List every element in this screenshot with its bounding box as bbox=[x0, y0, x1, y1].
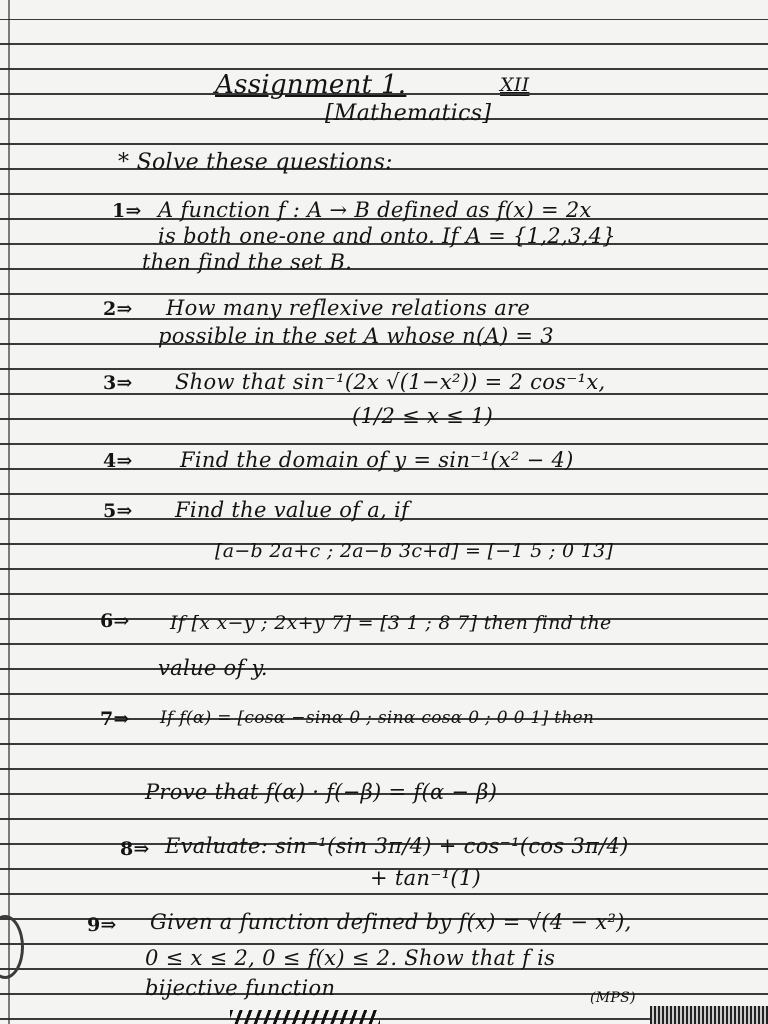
assignment-title: Assignment 1. bbox=[215, 70, 407, 100]
question-4-line-1: Find the domain of y = sin⁻¹(x² − 4) bbox=[180, 448, 574, 472]
question-9-line-1: Given a function defined by f(x) = √(4 − x²), bbox=[150, 910, 632, 934]
question-number-1: 1⇒ bbox=[112, 200, 142, 222]
binding-edge bbox=[230, 1010, 380, 1024]
question-number-5: 5⇒ bbox=[103, 500, 133, 522]
class-label: XII bbox=[500, 74, 530, 96]
question-number-7: 7⇒ bbox=[100, 708, 130, 730]
question-number-8: 8⇒ bbox=[120, 838, 150, 860]
page-edge-texture bbox=[650, 1006, 768, 1024]
question-8-line-1: Evaluate: sin⁻¹(sin 3π/4) + cos⁻¹(cos 3π/4) bbox=[165, 834, 629, 858]
question-7-line-2: Prove that f(α) · f(−β) = f(α − β) bbox=[145, 780, 498, 804]
signature: (MPS) bbox=[590, 990, 636, 1006]
question-1-line-2: is both one-one and onto. If A = {1,2,3,4} bbox=[158, 224, 616, 248]
question-9-line-2: 0 ≤ x ≤ 2, 0 ≤ f(x) ≤ 2. Show that f is bbox=[145, 946, 556, 970]
subject-label: [Mathematics] bbox=[325, 101, 492, 126]
question-6-line-2: value of y. bbox=[158, 656, 268, 680]
question-number-9: 9⇒ bbox=[87, 914, 117, 936]
question-3-line-2: (1/2 ≤ x ≤ 1) bbox=[352, 404, 494, 428]
question-7-line-1: If f(α) = [cosα −sinα 0 ; sinα cosα 0 ; 0 0 1] then bbox=[160, 708, 595, 728]
question-number-6: 6⇒ bbox=[100, 610, 130, 632]
question-6-line-1: If [x x−y ; 2x+y 7] = [3 1 ; 8 7] then find the bbox=[170, 612, 612, 634]
question-number-4: 4⇒ bbox=[103, 450, 133, 472]
question-9-line-3: bijective function bbox=[145, 976, 336, 1000]
question-1-line-1: A function f : A → B defined as f(x) = 2x bbox=[158, 198, 592, 222]
question-number-2: 2⇒ bbox=[103, 298, 133, 320]
question-8-line-2: + tan⁻¹(1) bbox=[370, 866, 482, 890]
question-1-line-3: then find the set B. bbox=[142, 250, 353, 274]
margin-line bbox=[8, 0, 10, 1024]
binder-ring bbox=[0, 915, 24, 979]
instruction: * Solve these questions: bbox=[118, 150, 393, 175]
question-number-3: 3⇒ bbox=[103, 372, 133, 394]
question-2-line-2: possible in the set A whose n(A) = 3 bbox=[158, 324, 554, 348]
question-5-line-1: Find the value of a, if bbox=[175, 498, 410, 522]
question-3-line-1: Show that sin⁻¹(2x √(1−x²)) = 2 cos⁻¹x, bbox=[175, 370, 606, 394]
question-5-line-2: [a−b 2a+c ; 2a−b 3c+d] = [−1 5 ; 0 13] bbox=[215, 540, 614, 562]
question-2-line-1: How many reflexive relations are bbox=[166, 296, 531, 320]
